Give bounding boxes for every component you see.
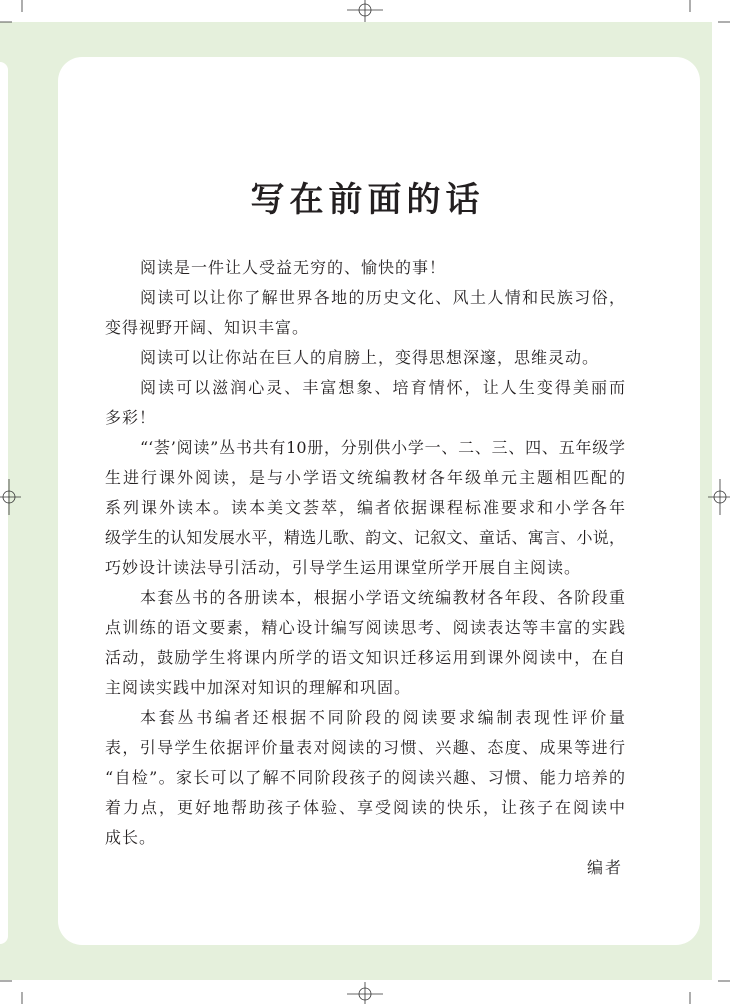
text-line: 系列课外读本。读本美文荟萃，编者依据课程标准要求和小学各年: [105, 498, 625, 517]
registration-mark-bottom: [347, 982, 383, 1004]
corner-mark-top-left: [0, 0, 22, 22]
paragraph-5: [105, 433, 625, 583]
corner-mark-bottom-left: [0, 981, 22, 1004]
registration-mark-top: [347, 0, 383, 22]
paragraph-4: [105, 373, 625, 433]
paragraph-7: [105, 703, 625, 853]
text-line: 主阅读实践中加深对知识的理解和巩固。: [105, 678, 412, 697]
paragraph-1: [105, 253, 625, 283]
text-line: 着力点，更好地帮助孩子体验、享受阅读的快乐，让孩子在阅读中: [105, 798, 625, 817]
text-line: 生进行课外阅读，是与小学语文统编教材各年级单元主题相匹配的: [105, 468, 625, 487]
corner-mark-bottom-right: [690, 981, 730, 1004]
text-line: 表，引导学生依据评价量表对阅读的习惯、兴趣、态度、成果等进行: [105, 738, 625, 757]
text-line: 本套丛书的各册读本，根据小学语文统编教材各年段、各阶段重: [140, 588, 625, 607]
text-line: 成长。: [105, 828, 157, 847]
text-line: 阅读可以让你了解世界各地的历史文化、风土人情和民族习俗，: [140, 288, 625, 307]
text-line: “‘荟’阅读”丛书共有10册，分别供小学一、二、三、四、五年级学: [140, 438, 625, 457]
text-line: 多彩！: [105, 408, 157, 427]
page-title: 写在前面的话: [250, 180, 485, 220]
paragraph-6: [105, 583, 625, 703]
text-line: 点训练的语文要素，精心设计编写阅读思考、阅读表达等丰富的实践: [105, 618, 625, 637]
text-line: 本套丛书编者还根据不同阶段的阅读要求编制表现性评价量: [140, 708, 625, 727]
text-line: 级学生的认知发展水平，精选儿歌、韵文、记叙文、童话、寓言、小说，: [105, 528, 625, 547]
text-line: 阅读是一件让人受益无穷的、愉快的事！: [140, 258, 447, 277]
author-signature: 编者: [586, 858, 623, 877]
text-line: 巧妙设计读法导引活动，引导学生运用课堂所学开展自主阅读。: [105, 558, 582, 577]
adjacent-page-edge: [0, 62, 8, 944]
text-line: 阅读可以滋润心灵、丰富想象、培育情怀，让人生变得美丽而: [140, 378, 625, 397]
preface-body: [105, 253, 625, 883]
paragraph-2: [105, 283, 625, 343]
text-line: 变得视野开阔、知识丰富。: [105, 318, 310, 337]
paragraph-3: [105, 343, 625, 373]
text-line: 阅读可以让你站在巨人的肩膀上，变得思想深邃，思维灵动。: [140, 348, 600, 367]
text-line: 活动，鼓励学生将课内所学的语文知识迁移运用到课外阅读中，在自: [105, 648, 625, 667]
corner-mark-top-right: [690, 0, 730, 22]
text-line: “自检”。家长可以了解不同阶段孩子的阅读兴趣、习惯、能力培养的: [105, 768, 625, 787]
